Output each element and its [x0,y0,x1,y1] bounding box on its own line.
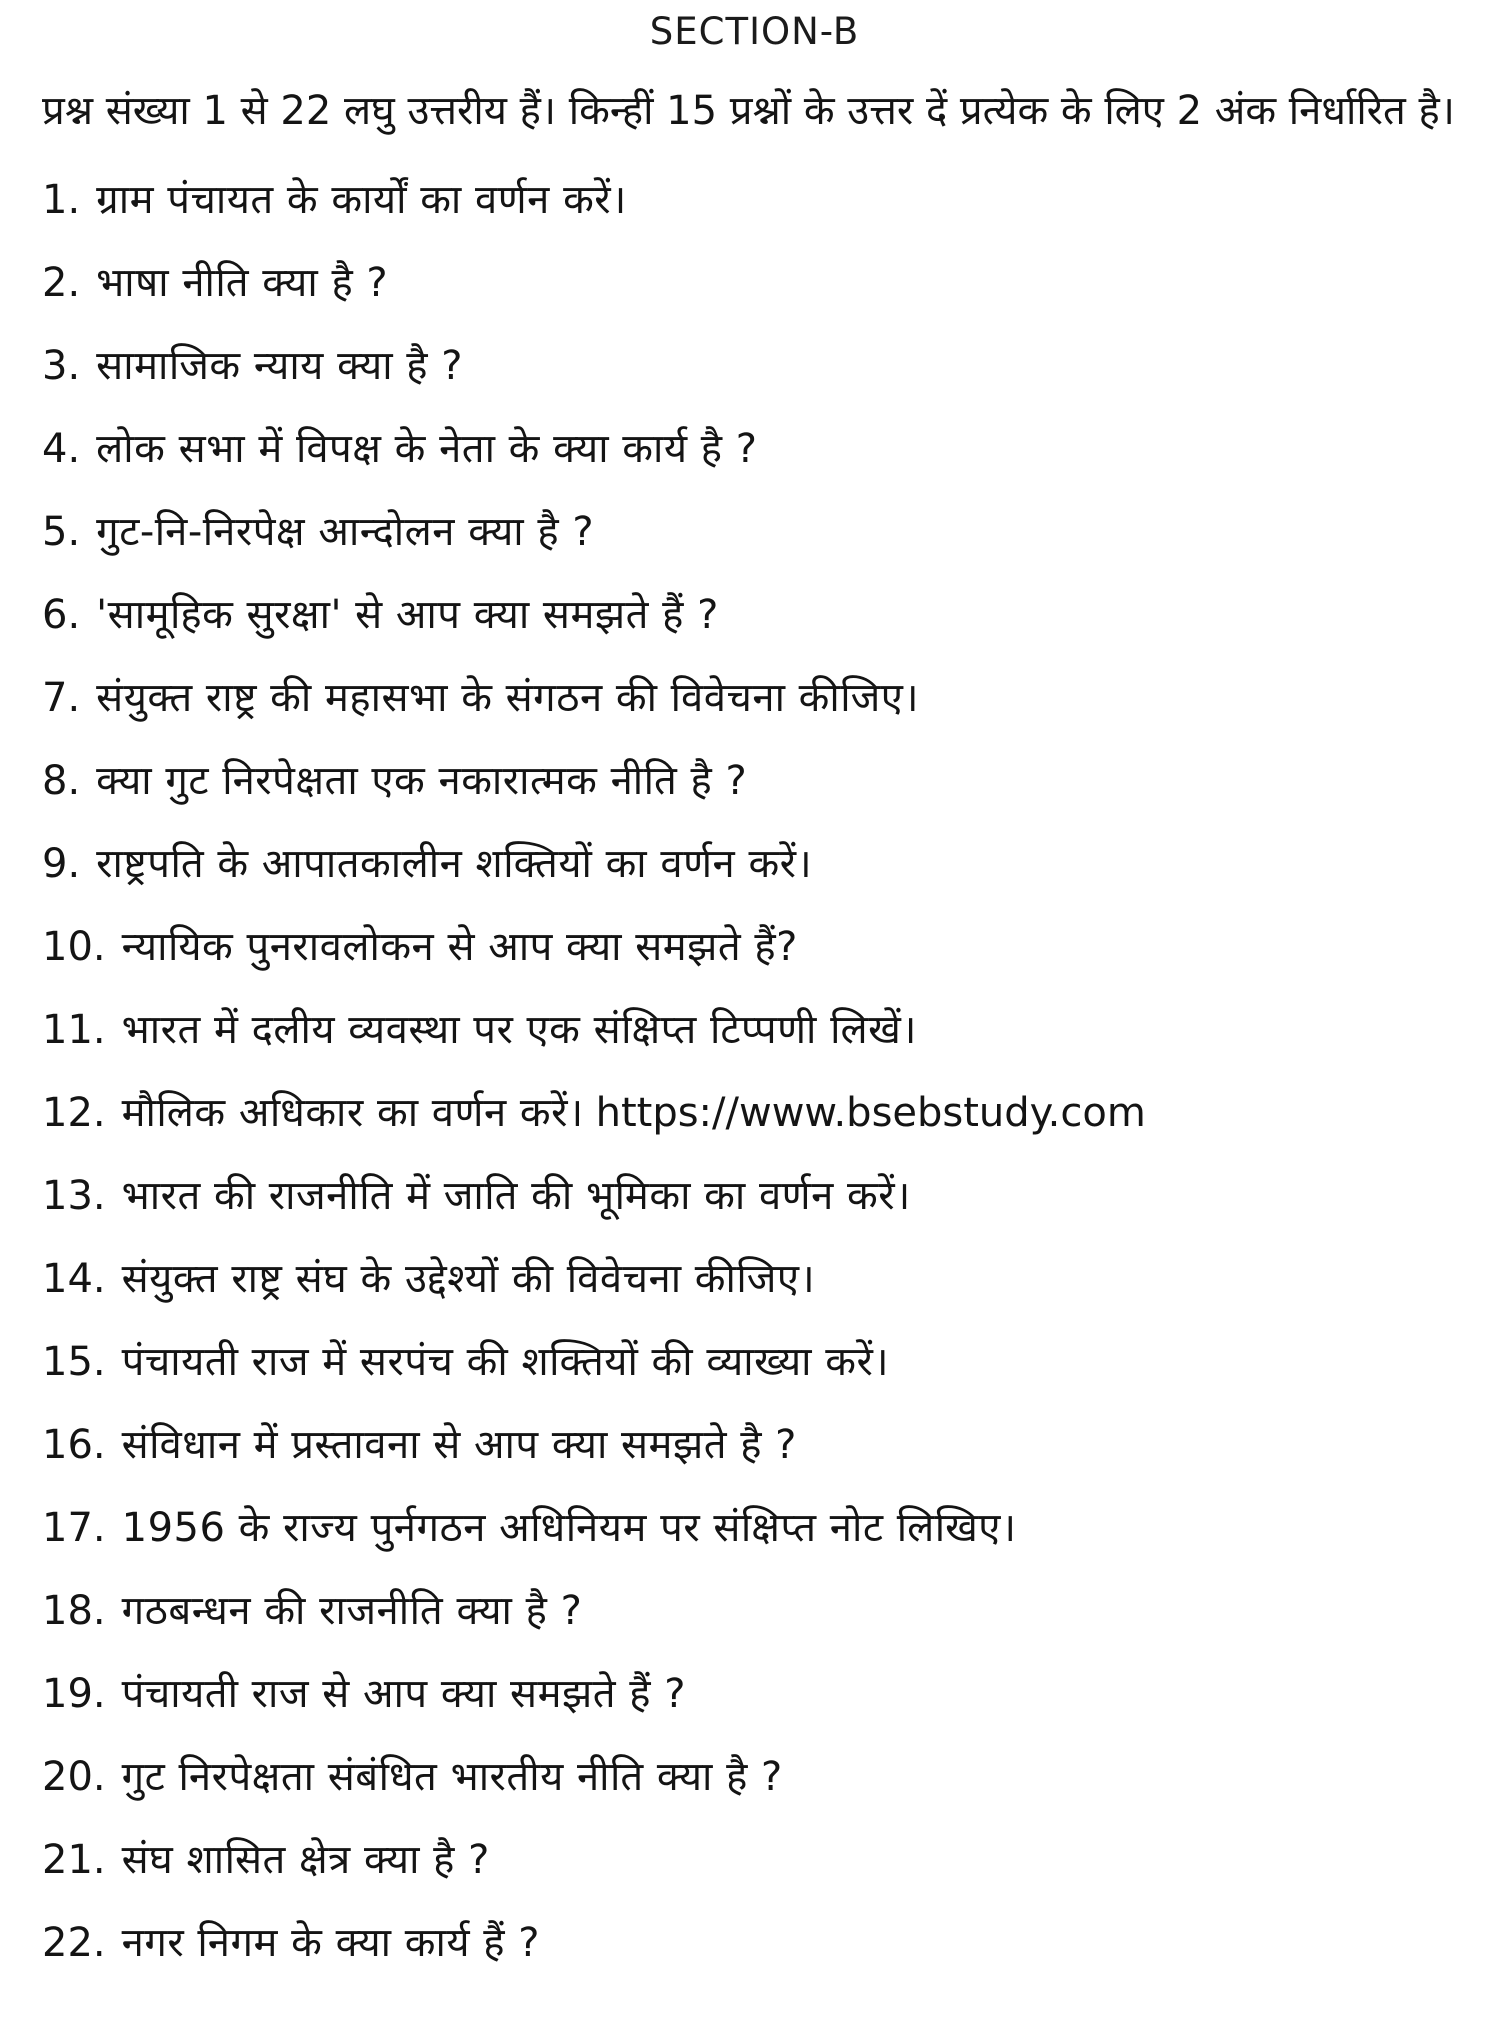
question-number: 18. [42,1588,106,1634]
question-item [42,592,1467,639]
question-text: गुट-नि-निरपेक्ष आन्दोलन क्या है ? [96,509,595,555]
question-item [42,426,1467,473]
question-text: मौलिक अधिकार का वर्णन करें। [121,1090,584,1136]
question-item [42,1173,1467,1220]
question-item [42,1007,1467,1054]
question-number: 2. [42,260,81,306]
question-text: पंचायती राज से आप क्या समझते हैं ? [121,1671,686,1717]
question-item [42,841,1467,888]
question-item [42,343,1467,390]
question-item [42,1422,1467,1469]
question-text: संघ शासित क्षेत्र क्या है ? [121,1837,490,1883]
question-item [42,1256,1467,1303]
question-text: लोक सभा में विपक्ष के नेता के क्या कार्य है ? [96,426,758,472]
question-item [42,1588,1467,1635]
question-text: संविधान में प्रस्तावना से आप क्या समझते है ? [121,1422,797,1468]
question-number: 5. [42,509,81,555]
question-text: राष्ट्रपति के आपातकालीन शक्तियों का वर्णन करें। [96,841,813,887]
question-number: 21. [42,1837,106,1883]
question-text: ग्राम पंचायत के कार्यों का वर्णन करें। [96,177,627,223]
question-text: नगर निगम के क्या कार्य हैं ? [121,1920,540,1966]
question-list [42,177,1467,1967]
question-item [42,1339,1467,1386]
question-text: भारत की राजनीति में जाति की भूमिका का वर्णन करें। [121,1173,911,1219]
question-text: संयुक्त राष्ट्र संघ के उद्देश्यों की विवेचना कीजिए। [121,1256,816,1302]
question-item [42,758,1467,805]
question-item [42,509,1467,556]
question-number: 22. [42,1920,106,1966]
question-item [42,1671,1467,1718]
question-item [42,675,1467,722]
watermark-url: https://www.bsebstudy.com [595,1090,1146,1136]
question-number: 1. [42,177,81,223]
question-number: 15. [42,1339,106,1385]
question-number: 4. [42,426,81,472]
question-item [42,1920,1467,1967]
instructions-text: प्रश्न संख्या 1 से 22 लघु उत्तरीय हैं। किन्हीं 15 प्रश्नों के उत्तर दें प्रत्येक के लिए 2 अंक निर्धारित है। [42,88,1455,134]
question-text: 1956 के राज्य पुर्नगठन अधिनियम पर संक्षिप्त नोट लिखिए। [121,1505,1017,1551]
question-number: 17. [42,1505,106,1551]
question-text: पंचायती राज में सरपंच की शक्तियों की व्याख्या करें। [121,1339,889,1385]
question-number: 11. [42,1007,106,1053]
question-number: 8. [42,758,81,804]
question-text: न्यायिक पुनरावलोकन से आप क्या समझते हैं? [121,924,798,970]
question-number: 20. [42,1754,106,1800]
question-item [42,1837,1467,1884]
question-text: गुट निरपेक्षता संबंधित भारतीय नीति क्या है ? [121,1754,783,1800]
question-number: 19. [42,1671,106,1717]
question-number: 6. [42,592,81,638]
question-text: भाषा नीति क्या है ? [96,260,389,306]
question-number: 9. [42,841,81,887]
question-item [42,1505,1467,1552]
question-number: 10. [42,924,106,970]
question-item [42,177,1467,224]
question-item [42,924,1467,971]
question-text: सामाजिक न्याय क्या है ? [96,343,463,389]
question-number: 16. [42,1422,106,1468]
question-number: 12. [42,1090,106,1136]
section-title: SECTION-B [649,10,860,53]
question-number: 13. [42,1173,106,1219]
question-item [42,260,1467,307]
question-item [42,1754,1467,1801]
question-number: 7. [42,675,81,721]
question-number: 3. [42,343,81,389]
question-number: 14. [42,1256,106,1302]
question-item [42,1090,1467,1137]
question-text: 'सामूहिक सुरक्षा' से आप क्या समझते हैं ? [96,592,719,638]
question-text: भारत में दलीय व्यवस्था पर एक संक्षिप्त टिप्पणी लिखें। [121,1007,917,1053]
question-text: गठबन्धन की राजनीति क्या है ? [121,1588,583,1634]
question-text: क्या गुट निरपेक्षता एक नकारात्मक नीति है ? [96,758,748,804]
question-text: संयुक्त राष्ट्र की महासभा के संगठन की विवेचना कीजिए। [96,675,920,721]
